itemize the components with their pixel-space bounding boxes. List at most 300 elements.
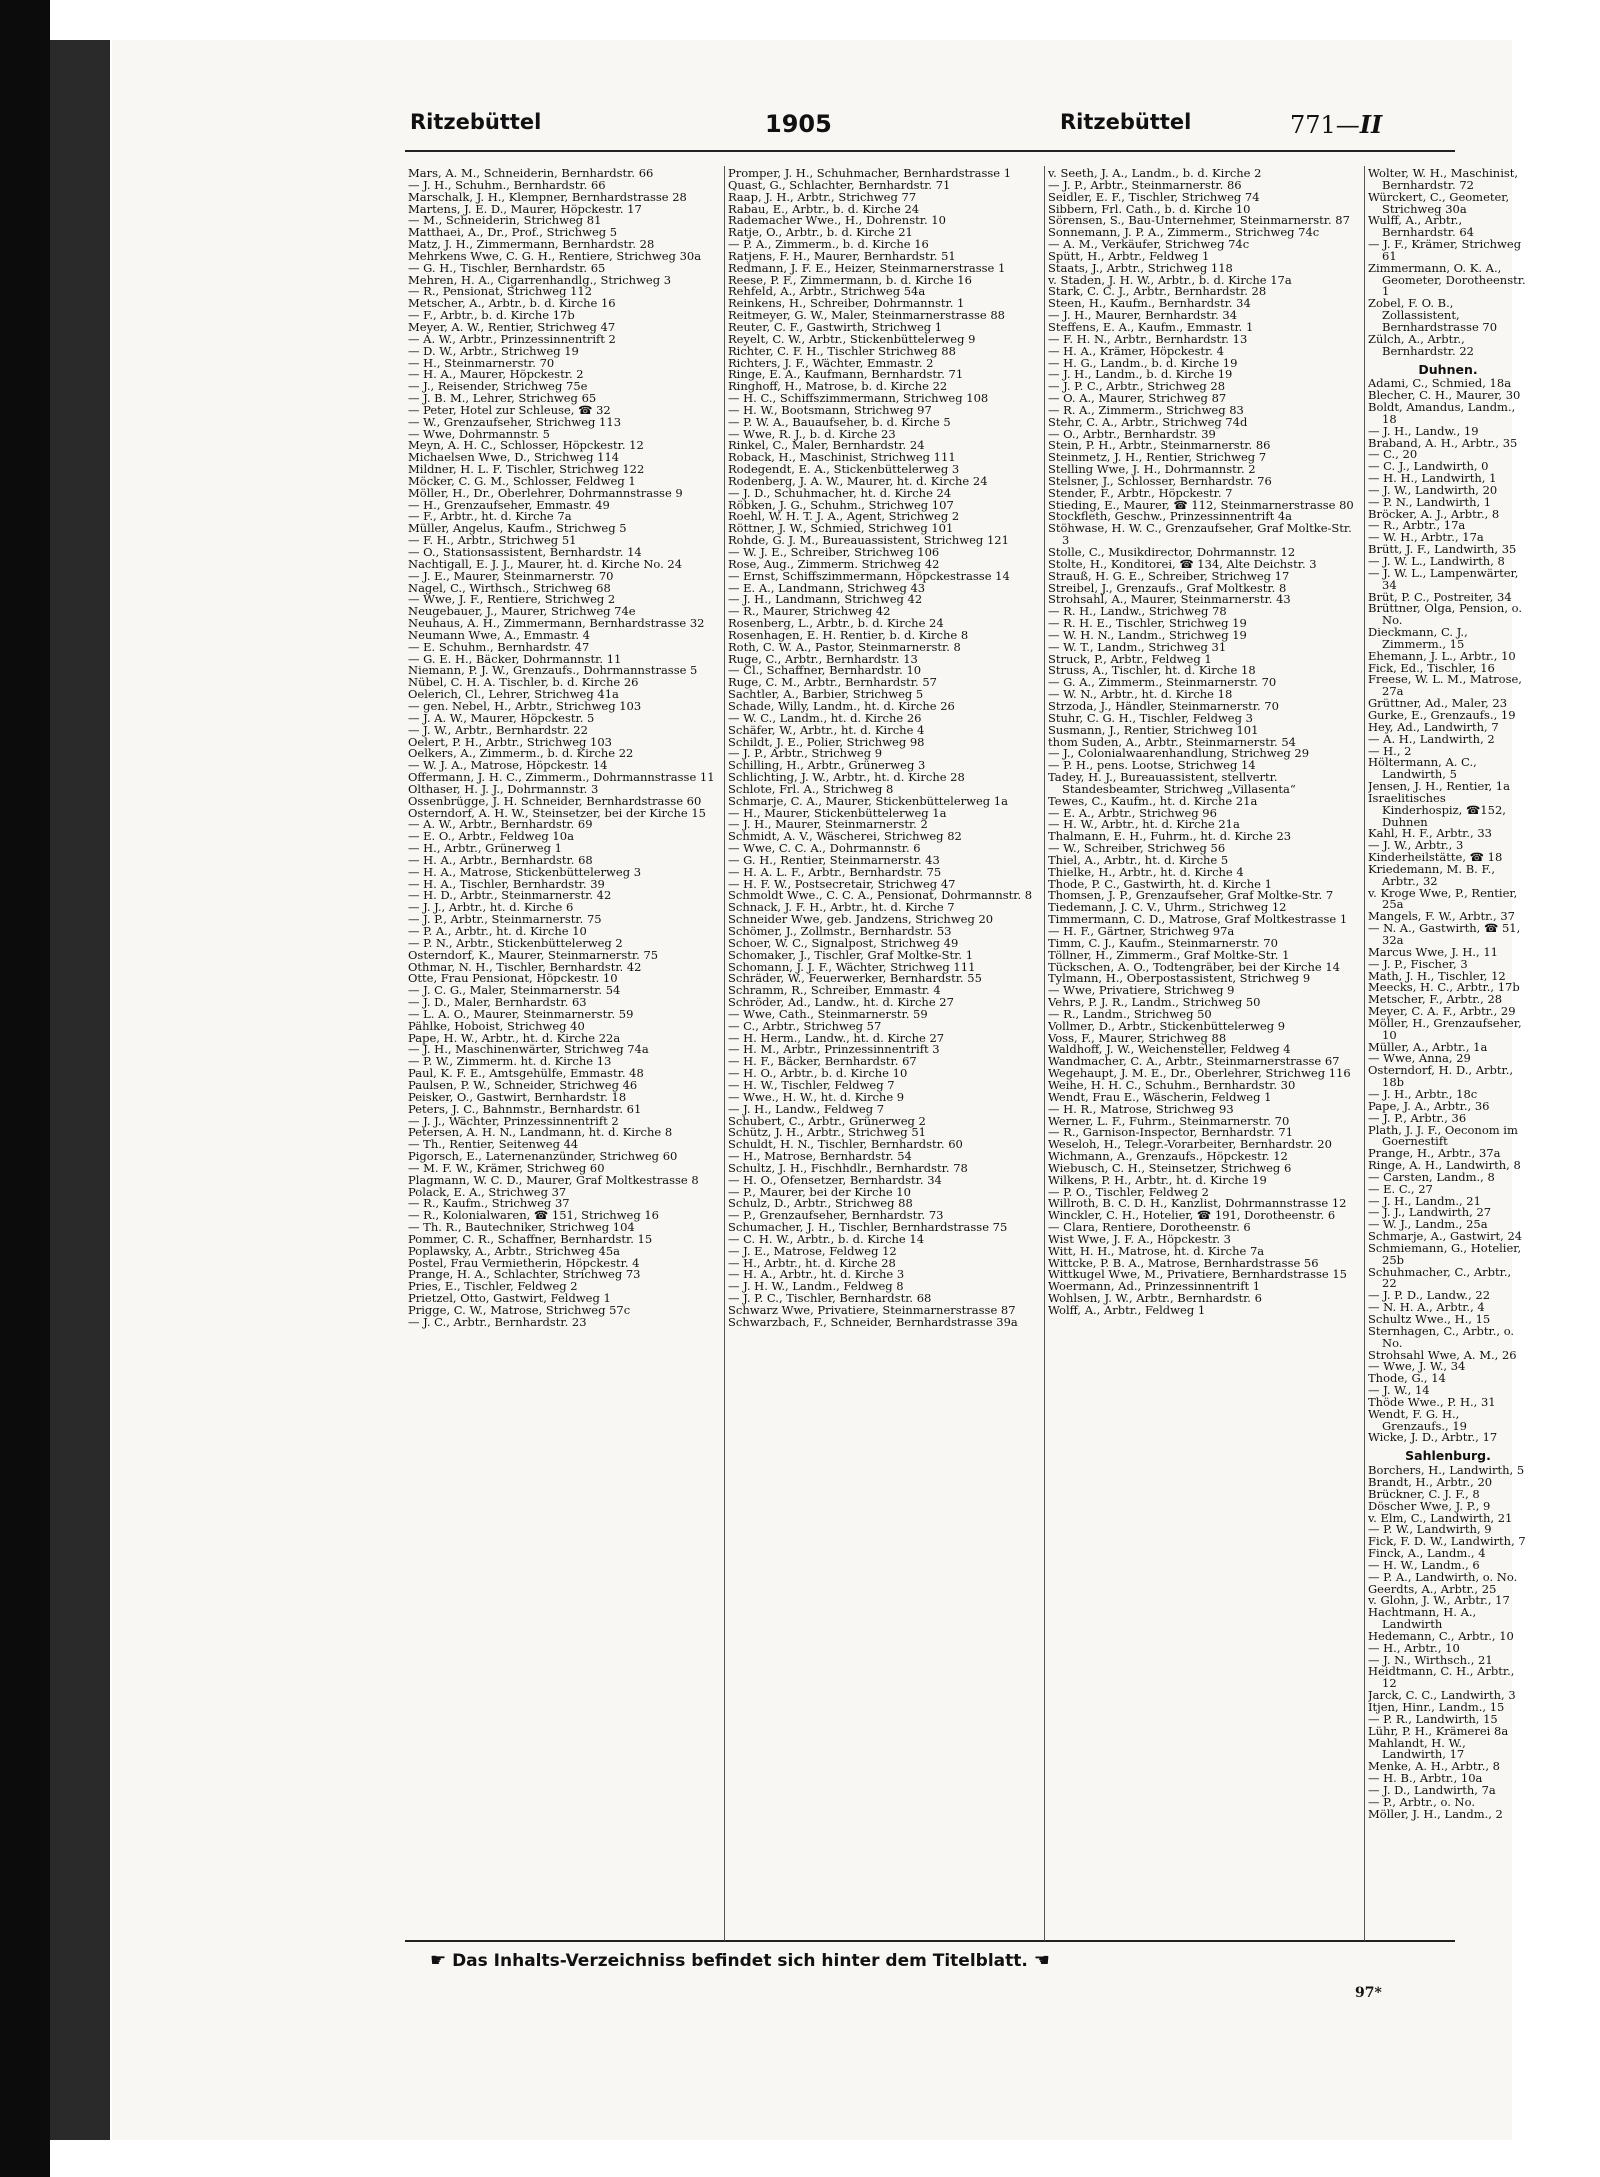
directory-entry: Peters, J. C., Bahnmstr., Bernhardstr. 61 (408, 1101, 642, 1116)
directory-entry: Seidler, E. F., Tischler, Strichweg 74 (1048, 189, 1260, 204)
directory-entry: Marcus Wwe, J. H., 11 (1368, 944, 1498, 959)
directory-entry: — H. A., Tischler, Bernhardstr. 39 (408, 876, 605, 891)
directory-entry: Braband, A. H., Arbtr., 35 (1368, 435, 1518, 450)
directory-entry: — G. E. H., Bäcker, Dohrmannstr. 11 (408, 651, 622, 666)
directory-entry: Strzoda, J., Händler, Steinmarnerstr. 70 (1048, 698, 1279, 713)
directory-entry: — P., Arbtr., o. No. (1368, 1794, 1475, 1809)
directory-entry: Brüttner, Olga, Pension, o. No. (1368, 601, 1523, 628)
directory-entry: — P. W. A., Bauaufseher, b. d. Kirche 5 (728, 414, 951, 429)
directory-entry: Oelert, P. H., Arbtr., Strichweg 103 (408, 734, 612, 749)
directory-entry: — E. A., Landmann, Strichweg 43 (728, 580, 926, 595)
directory-entry: — A. M., Verkäufer, Strichweg 74c (1048, 237, 1250, 252)
directory-entry: — D. W., Arbtr., Strichweg 19 (408, 343, 579, 358)
directory-entry: — J. W. L., Landwirth, 8 (1368, 554, 1505, 568)
directory-entry: Schuldt, H. N., Tischler, Bernhardstr. 60 (728, 1137, 963, 1152)
directory-entry: — J. J., Arbtr., ht. d. Kirche 6 (408, 900, 574, 915)
directory-entry: — J. H., Landw., 19 (1368, 423, 1479, 438)
directory-entry: Promper, J. H., Schuhmacher, Bernhardstrasse 1 (728, 168, 1012, 180)
directory-entry: Woermann, Ad., Prinzessinnentrift 1 (1048, 1279, 1261, 1294)
directory-entry: Rosenberg, L., Arbtr., b. d. Kirche 24 (728, 616, 944, 631)
directory-entry: — J. H., Landm., b. d. Kirche 19 (1048, 367, 1233, 382)
directory-entry: Meyer, C. A. F., Arbtr., 29 (1368, 1004, 1516, 1019)
directory-entry: Mehren, H. A., Cigarrenhandlg., Strichweg 3 (408, 272, 672, 287)
directory-entry: Werner, L. F., Fuhrm., Steinmarnerstr. 70 (1048, 1113, 1290, 1128)
directory-entry: Adami, C., Schmied, 18a (1368, 376, 1512, 391)
directory-entry: — J. H., Landw., Feldweg 7 (728, 1101, 885, 1116)
directory-entry: Michaelsen Wwe, D., Strichweg 114 (408, 450, 620, 465)
directory-entry: — N. A., Gastwirth, ☎ 51, 32a (1368, 921, 1521, 947)
directory-entry: — C., Arbtr., Strichweg 57 (728, 1018, 882, 1033)
directory-entry: — H. F., Bäcker, Bernhardstr. 67 (728, 1054, 917, 1069)
directory-entry: — Wwe, C. C. A., Dohrmannstr. 6 (728, 841, 921, 856)
directory-entry: Schramm, R., Schreiber, Emmastr. 4 (728, 983, 941, 998)
directory-entry: — W. T., Landm., Strichweg 31 (1048, 639, 1227, 654)
directory-entry: Schilling, H., Arbtr., Grünerweg 3 (728, 758, 926, 773)
directory-entry: Schäfer, W., Arbtr., ht. d. Kirche 4 (728, 722, 925, 737)
directory-entry: Wegehaupt, J. M. E., Dr., Oberlehrer, Strichweg 116 (1048, 1066, 1351, 1081)
directory-entry: — P. H., pens. Lootse, Strichweg 14 (1048, 758, 1256, 773)
directory-entry: — P. W., Zimmerm. ht. d. Kirche 13 (408, 1054, 612, 1069)
directory-entry: Döscher Wwe, J. P., 9 (1368, 1498, 1491, 1513)
directory-entry: — J. H., Arbtr., 18c (1368, 1086, 1478, 1101)
directory-entry: Schmarje, C. A., Maurer, Stickenbüttelerweg 1a (728, 793, 1008, 808)
page-number-suffix: II (1359, 110, 1383, 139)
scan-edge-dark (0, 0, 50, 2177)
directory-entry: — C., 20 (1368, 447, 1418, 462)
directory-entry: — J. B. M., Lehrer, Strichweg 65 (408, 391, 597, 406)
directory-entry: — J. E., Matrose, Feldweg 12 (728, 1243, 897, 1258)
directory-entry: Neumann Wwe, A., Emmastr. 4 (408, 627, 591, 642)
directory-entry: Blecher, C. H., Maurer, 30 (1368, 388, 1521, 403)
directory-entry: Stehr, C. A., Arbtr., Strichweg 74d (1048, 414, 1248, 429)
directory-entry: Stieding, E., Maurer, ☎ 112, Steinmarnerstrasse 80 (1048, 497, 1354, 512)
directory-entry: Schubert, C., Arbtr., Grünerweg 2 (728, 1113, 926, 1128)
directory-entry: Tiedemann, J. C. V., Uhrm., Strichweg 12 (1048, 900, 1287, 915)
directory-entry: — J. H., Maschinenwärter, Strichweg 74a (408, 1042, 649, 1057)
directory-entry: Meecks, H. C., Arbtr., 17b (1368, 980, 1520, 995)
directory-entry: — O. A., Maurer, Strichweg 87 (1048, 391, 1227, 406)
directory-entry: Prange, H. A., Schlachter, Strichweg 73 (408, 1267, 641, 1282)
directory-entry: Thalmann, E. H., Fuhrm., ht. d. Kirche 23 (1048, 829, 1292, 844)
directory-entry: — H. W., Tischler, Feldweg 7 (728, 1077, 895, 1092)
directory-entry: Stuhr, C. G. H., Tischler, Feldweg 3 (1048, 710, 1253, 725)
directory-entry: v. Staden, J. H. W., Arbtr., b. d. Kirche 17a (1048, 272, 1292, 287)
directory-entry: Struss, A., Tischler, ht. d. Kirche 18 (1048, 663, 1256, 678)
directory-entry: — H. A., Arbtr., ht. d. Kirche 3 (728, 1267, 905, 1282)
directory-entry: Reese, P. F., Zimmermann, b. d. Kirche 16 (728, 272, 972, 287)
directory-entry: Steffens, E. A., Kaufm., Emmastr. 1 (1048, 319, 1254, 334)
directory-entry: Wolff, A., Arbtr., Feldweg 1 (1048, 1303, 1206, 1317)
directory-entry: Röbken, J. G., Schuhm., Strichweg 107 (728, 497, 954, 512)
directory-entry: Mangels, F. W., Arbtr., 37 (1368, 909, 1515, 924)
directory-entry: Schulz, D., Arbtr., Strichweg 88 (728, 1196, 913, 1211)
directory-entry: Stolte, H., Konditorei, ☎ 134, Alte Deichstr. 3 (1048, 556, 1317, 571)
directory-entry: Metscher, A., Arbtr., b. d. Kirche 16 (408, 296, 616, 311)
directory-entry: Martens, J. E. D., Maurer, Höpckestr. 17 (408, 201, 642, 216)
directory-entry: Raap, J. H., Arbtr., Strichweg 77 (728, 189, 917, 204)
directory-entry: Matz, J. H., Zimmermann, Bernhardstr. 28 (408, 237, 655, 252)
directory-entry: Neuhaus, A. H., Zimmermann, Bernhardstrasse 32 (408, 616, 705, 631)
directory-entry: Röttner, J. W., Schmied, Strichweg 101 (728, 521, 954, 536)
directory-entry: Stark, C. C. J., Arbtr., Bernhardstr. 28 (1048, 284, 1267, 299)
directory-entry: Wittcke, P. B. A., Matrose, Bernhardstrasse 56 (1048, 1255, 1319, 1270)
directory-entry: Schütz, J. H., Arbtr., Strichweg 51 (728, 1125, 926, 1140)
directory-entry: — Wwe, R. J., b. d. Kirche 23 (728, 426, 896, 441)
directory-entry: — J. P., Arbtr., Steinmarnerstr. 86 (1048, 177, 1242, 192)
directory-entry: Tadey, H. J., Bureauassistent, stellvertr. Standesbeamter, Strichweg „Villasenta“ (1048, 770, 1296, 796)
directory-entry: — J. P. C., Arbtr., Strichweg 28 (1048, 379, 1226, 394)
directory-entry: — J. J., Wächter, Prinzessinnentrift 2 (408, 1113, 619, 1128)
directory-entry: — G. A., Zimmerm., Steinmarnerstr. 70 (1048, 675, 1277, 690)
directory-entry: — J. H. W., Landm., Feldweg 8 (728, 1279, 904, 1294)
directory-entry: — R., Garnison-Inspector, Bernhardstr. 71 (1048, 1125, 1294, 1140)
directory-entry: Sörensen, S., Bau-Unternehmer, Steinmarnerstr. 87 (1048, 213, 1350, 228)
directory-entry: — P. O., Tischler, Feldweg 2 (1048, 1184, 1209, 1199)
directory-entry: Sachtler, A., Barbier, Strichweg 5 (728, 687, 924, 702)
directory-entry: Reinkens, H., Schreiber, Dohrmannstr. 1 (728, 296, 965, 311)
directory-entry: Rodenberg, J. A. W., Maurer, ht. d. Kirche 24 (728, 473, 988, 488)
directory-entry: — A. H., Landwirth, 2 (1368, 731, 1495, 746)
directory-entry: Rinkel, C., Maler, Bernhardstr. 24 (728, 438, 925, 453)
directory-entry: — H. O., Ofensetzer, Bernhardstr. 34 (728, 1172, 942, 1187)
directory-column-1 (408, 168, 720, 1938)
directory-entry: Müller, A., Arbtr., 1a (1368, 1039, 1488, 1054)
header-rule (405, 150, 1455, 152)
directory-entry: Schröder, Ad., Landw., ht. d. Kirche 27 (728, 995, 954, 1010)
directory-entry: Zobel, F. O. B., Zollassistent, Bernhardstrasse 70 (1368, 296, 1498, 334)
directory-entry: — G. H., Rentier, Steinmarnerstr. 43 (728, 852, 940, 867)
directory-entry: — P., Maurer, bei der Kirche 10 (728, 1184, 911, 1199)
directory-entry: Spütt, H., Arbtr., Feldweg 1 (1048, 248, 1210, 263)
directory-entry: Schade, Willy, Landm., ht. d. Kirche 26 (728, 698, 955, 713)
directory-entry: — J. P., Fischer, 3 (1368, 956, 1468, 971)
directory-entry: — H. A., Krämer, Höpckestr. 4 (1048, 343, 1224, 358)
directory-entry: — W. H., Arbtr., 17a (1368, 530, 1484, 545)
directory-entry: Pählke, Hoboist, Strichweg 40 (408, 1018, 585, 1033)
directory-entry: — Wwe., H. W., ht. d. Kirche 9 (728, 1089, 905, 1104)
directory-entry: Timm, C. J., Kaufm., Steinmarnerstr. 70 (1048, 935, 1278, 950)
directory-entry: — H. D., Arbtr., Steinmarnerstr. 42 (408, 888, 612, 903)
directory-entry: Brüt, P. C., Postreiter, 34 (1368, 589, 1512, 604)
directory-entry: — H., Matrose, Bernhardstr. 54 (728, 1149, 912, 1164)
directory-entry: Wicke, J. D., Arbtr., 17 (1368, 1430, 1498, 1445)
directory-entry: Möller, H., Grenzaufseher, 10 (1368, 1015, 1522, 1042)
directory-entry: — H. F., Gärtner, Strichweg 97a (1048, 924, 1235, 938)
directory-entry: Oelkers, A., Zimmerm., b. d. Kirche 22 (408, 746, 634, 761)
directory-entry: — E. O., Arbtr., Feldweg 10a (408, 829, 574, 844)
header-year: 1905 (765, 110, 832, 138)
directory-entry: Pape, J. A., Arbtr., 36 (1368, 1098, 1490, 1113)
directory-entry: Rehfeld, A., Arbtr., Strichweg 54a (728, 284, 926, 299)
directory-entry: Hey, Ad., Landwirth, 7 (1368, 719, 1499, 734)
directory-entry: — R., Landm., Strichweg 50 (1048, 1006, 1212, 1021)
directory-entry: Wandmacher, C. A., Arbtr., Steinmarnerstrasse 67 (1048, 1054, 1340, 1069)
directory-entry: — J. D., Landwirth, 7a (1368, 1782, 1496, 1797)
directory-entry: Weihe, H. H. C., Schuhm., Bernhardstr. 30 (1048, 1077, 1296, 1092)
directory-entry: Kahl, H. F., Arbtr., 33 (1368, 826, 1492, 841)
directory-entry: Polack, E. A., Strichweg 37 (408, 1184, 567, 1199)
directory-entry: Osterndorf, H. D., Arbtr., 18b (1368, 1063, 1514, 1090)
directory-entry: — J. W., Arbtr., Bernhardstr. 22 (408, 722, 588, 737)
directory-entry: Stender, F., Arbtr., Höpckestr. 7 (1048, 485, 1233, 500)
directory-entry: — A. W., Arbtr., Prinzessinnentrift 2 (408, 331, 616, 346)
directory-entry: — P. N., Landwirth, 1 (1368, 494, 1492, 509)
directory-entry: — J. H., Landmann, Strichweg 42 (728, 592, 923, 607)
directory-entry: Plagmann, W. C. D., Maurer, Graf Moltkestrasse 8 (408, 1172, 699, 1187)
directory-entry: Marschalk, J. H., Klempner, Bernhardstrasse 28 (408, 189, 687, 204)
directory-entry: Olthaser, H. J. J., Dohrmannstr. 3 (408, 781, 599, 796)
directory-entry: Osterndorf, A. H. W., Steinsetzer, bei der Kirche 15 (408, 805, 706, 820)
directory-entry: — J. D., Schuhmacher, ht. d. Kirche 24 (728, 485, 952, 500)
directory-entry: Steen, H., Kaufm., Bernhardstr. 34 (1048, 296, 1251, 311)
directory-entry: Richter, C. F. H., Tischler Strichweg 88 (728, 343, 956, 358)
directory-entry: — J., Colonialwaarenhandlung, Strichweg 29 (1048, 746, 1310, 761)
directory-entry: Sternhagen, C., Arbtr., o. No. (1368, 1323, 1515, 1350)
directory-entry: — P. A., Landwirth, o. No. (1368, 1569, 1518, 1584)
directory-entry: Metscher, F., Arbtr., 28 (1368, 992, 1503, 1007)
directory-entry: — H., Arbtr., ht. d. Kirche 28 (728, 1255, 896, 1270)
directory-entry: — P. R., Landwirth, 15 (1368, 1711, 1498, 1726)
directory-entry: — J. W., Landwirth, 20 (1368, 482, 1498, 497)
directory-entry: Nagel, C., Wirthsch., Strichweg 68 (408, 580, 611, 595)
directory-entry: — H. Herm., Landw., ht. d. Kirche 27 (728, 1030, 945, 1045)
directory-entry: — J. P., Arbtr., Strichweg 9 (728, 746, 883, 761)
directory-entry: — H. C., Schiffszimmermann, Strichweg 108 (728, 391, 989, 406)
directory-entry: — J. P., Arbtr., 36 (1368, 1110, 1467, 1125)
directory-entry: — R. H. E., Tischler, Strichweg 19 (1048, 616, 1247, 631)
directory-entry: — J. C. G., Maler, Steinmarnerstr. 54 (408, 983, 621, 998)
directory-entry: Roth, C. W. A., Pastor, Steinmarnerstr. 8 (728, 639, 961, 654)
directory-entry: — J. J., Landwirth, 27 (1368, 1205, 1492, 1220)
directory-entry: — J. E., Maurer, Steinmarnerstr. 70 (408, 568, 614, 583)
directory-entry: Steinmetz, J. H., Rentier, Strichweg 7 (1048, 450, 1267, 465)
directory-entry: Schräder, W., Feuerwerker, Bernhardstr. 55 (728, 971, 982, 986)
directory-entry: Wist Wwe, J. F. A., Höpckestr. 3 (1048, 1231, 1231, 1246)
directory-entry: Thöde Wwe., P. H., 31 (1368, 1394, 1496, 1409)
directory-entry: Sonnemann, J. P. A., Zimmerm., Strichweg 74c (1048, 225, 1320, 240)
directory-entry: Schömer, J., Zollmstr., Bernhardstr. 53 (728, 924, 952, 938)
directory-entry: — C. J., Landwirth, 0 (1368, 459, 1489, 474)
directory-entry: Schuhmacher, C., Arbtr., 22 (1368, 1264, 1512, 1291)
directory-entry: Prange, H., Arbtr., 37a (1368, 1146, 1501, 1161)
directory-entry: — J., Reisender, Strichweg 75e (408, 379, 588, 394)
directory-entry: — N. H. A., Arbtr., 4 (1368, 1300, 1485, 1315)
directory-entry: v. Seeth, J. A., Landm., b. d. Kirche 2 (1048, 168, 1262, 180)
directory-entry: Möcker, C. G. M., Schlosser, Feldweg 1 (408, 473, 636, 488)
footer-text: Das Inhalts-Verzeichniss befindet sich hinter dem Titelblatt. (452, 1951, 1028, 1971)
directory-entry: — L. A. O., Maurer, Steinmarnerstr. 59 (408, 1006, 634, 1021)
directory-entry: — H. A., Maurer, Höpckestr. 2 (408, 367, 584, 382)
directory-entry: — P. A., Arbtr., ht. d. Kirche 10 (408, 924, 587, 938)
directory-entry: — R. A., Zimmerm., Strichweg 83 (1048, 402, 1244, 417)
directory-entry: Geerdts, A., Arbtr., 25 (1368, 1581, 1497, 1596)
directory-entry: Petersen, A. H. N., Landmann, ht. d. Kirche 8 (408, 1125, 673, 1140)
directory-entry: Schmoldt Wwe., C. C. A., Pensionat, Dohrmannstr. 8 (728, 888, 1033, 903)
directory-entry: — J. C., Arbtr., Bernhardstr. 23 (408, 1314, 587, 1329)
directory-entry: Schlichting, J. W., Arbtr., ht. d. Kirche 28 (728, 770, 965, 785)
directory-entry: Ratje, O., Arbtr., b. d. Kirche 21 (728, 225, 913, 240)
directory-entry: Brütt, J. F., Landwirth, 35 (1368, 542, 1517, 557)
directory-entry: Schmidt, A. V., Wäscherei, Strichweg 82 (728, 829, 962, 844)
directory-entry: Borchers, H., Landwirth, 5 (1368, 1463, 1525, 1478)
directory-entry: — H. G., Landm., b. d. Kirche 19 (1048, 355, 1238, 370)
directory-entry: — W. H. N., Landm., Strichweg 19 (1048, 627, 1247, 642)
header-page-number (1290, 110, 1382, 150)
directory-entry: Schwarz Wwe, Privatiere, Steinmarnerstrasse 87 (728, 1303, 1016, 1317)
directory-entry: Sibbern, Frl. Cath., b. d. Kirche 10 (1048, 201, 1251, 216)
directory-entry: Jensen, J. H., Rentier, 1a (1368, 779, 1510, 794)
directory-entry: — J. P. D., Landw., 22 (1368, 1288, 1491, 1303)
directory-entry: — J. W., 14 (1368, 1383, 1430, 1398)
directory-entry: Redmann, J. F. E., Heizer, Steinmarnerstrasse 1 (728, 260, 1006, 275)
signature-mark: 97* (1355, 1985, 1382, 2001)
column-divider (1364, 166, 1365, 1941)
directory-entry: Rodegendt, E. A., Stickenbüttelerweg 3 (728, 462, 960, 477)
directory-entry: — H., Arbtr., 10 (1368, 1640, 1460, 1655)
directory-entry: Heidtmann, C. H., Arbtr., 12 (1368, 1664, 1515, 1691)
directory-entry: Tückschen, A. O., Todtengräber, bei der Kirche 14 (1048, 959, 1340, 974)
directory-entry: Schoer, W. C., Signalpost, Strichweg 49 (728, 935, 959, 950)
directory-column-2 (728, 168, 1040, 1938)
directory-entry: — P. W., Landwirth, 9 (1368, 1522, 1492, 1537)
section-heading: Sahlenburg. (1405, 1448, 1491, 1464)
directory-entry: v. Kroge Wwe, P., Rentier, 25a (1368, 885, 1518, 912)
directory-entry: Wolter, W. H., Maschinist, Bernhardstr. 72 (1368, 168, 1519, 192)
directory-entry: Mildner, H. L. F. Tischler, Strichweg 122 (408, 462, 645, 477)
directory-entry: Nachtigall, E. J. J., Maurer, ht. d. Kirche No. 24 (408, 556, 683, 571)
directory-entry: Vehrs, P. J. R., Landm., Strichweg 50 (1048, 995, 1261, 1010)
directory-entry: — J. H., Maurer, Steinmarnerstr. 2 (728, 817, 928, 832)
directory-entry: Schultz, J. H., Fischhdlr., Bernhardstr. 78 (728, 1160, 968, 1175)
directory-entry: Willroth, B. C. D. H., Kanzlist, Dohrmannstrasse 12 (1048, 1196, 1347, 1211)
directory-entry: — Ernst, Schiffszimmermann, Höpckestrasse 14 (728, 568, 1010, 583)
directory-entry: Ruge, C. M., Arbtr., Bernhardstr. 57 (728, 675, 937, 690)
directory-entry: Stolle, C., Musikdirector, Dohrmannstr. 12 (1048, 545, 1296, 559)
directory-entry: — Cl., Schaffner, Bernhardstr. 10 (728, 663, 922, 678)
directory-entry: — M., Schneiderin, Strichweg 81 (408, 213, 602, 228)
directory-entry: Israelitisches Kinderhospiz, ☎152, Duhnen (1368, 790, 1506, 829)
directory-entry: v. Elm, C., Landwirth, 21 (1368, 1510, 1513, 1525)
directory-entry: — W. J. E., Schreiber, Strichweg 106 (728, 545, 940, 559)
directory-entry: Quast, G., Schlachter, Bernhardstr. 71 (728, 177, 951, 192)
directory-entry: Boldt, Amandus, Landm., 18 (1368, 400, 1516, 426)
directory-entry: Meyer, A. W., Rentier, Strichweg 47 (408, 319, 616, 334)
hand-pointer-right-icon: ☛ (430, 1950, 447, 1971)
directory-entry: — H., Maurer, Stickenbüttelerweg 1a (728, 805, 947, 820)
directory-entry: Roehl, W. H. T. J. A., Agent, Strichweg 2 (728, 509, 960, 524)
directory-entry: — H. W., Arbtr., ht. d. Kirche 21a (1048, 817, 1240, 832)
directory-entry: Reitmeyer, G. W., Maler, Steinmarnerstrasse 88 (728, 308, 1005, 323)
directory-entry: — J. H., Landm., 21 (1368, 1193, 1481, 1208)
directory-entry: — R., Kolonialwaren, ☎ 151, Strichweg 16 (408, 1208, 659, 1223)
directory-entry: — Wwe, Cath., Steinmarnerstr. 59 (728, 1006, 928, 1021)
directory-entry: — F., Arbtr., ht. d. Kirche 7a (408, 509, 572, 524)
directory-entry: Schmarje, A., Gastwirt, 24 (1368, 1229, 1523, 1244)
directory-entry: — W. N., Arbtr., ht. d. Kirche 18 (1048, 687, 1233, 702)
directory-entry: Zülch, A., Arbtr., Bernhardstr. 22 (1368, 331, 1474, 358)
directory-entry: — H. A., Arbtr., Bernhardstr. 68 (408, 852, 593, 867)
directory-entry: — H. A. L. F., Arbtr., Bernhardstr. 75 (728, 864, 942, 879)
directory-entry: — E. A., Arbtr., Strichweg 96 (1048, 805, 1217, 820)
directory-entry: Strohsahl Wwe, A. M., 26 (1368, 1347, 1517, 1362)
directory-entry: — E. C., 27 (1368, 1181, 1433, 1196)
directory-entry: Hedemann, C., Arbtr., 10 (1368, 1628, 1514, 1643)
directory-entry: Staats, J., Arbtr., Strichweg 118 (1048, 260, 1233, 275)
directory-entry: — Wwe, J. F., Rentiere, Strichweg 2 (408, 592, 616, 607)
directory-entry: Thode, P. C., Gastwirth, ht. d. Kirche 1 (1048, 876, 1272, 891)
directory-entry: Stein, P. H., Arbtr., Steinmarnerstr. 86 (1048, 438, 1271, 453)
directory-entry: — H., 2 (1368, 743, 1412, 758)
directory-entry: — J. H., Schuhm., Bernhardstr. 66 (408, 177, 606, 192)
directory-entry: — P. N., Arbtr., Stickenbüttelerweg 2 (408, 935, 623, 950)
header-left-place: Ritzebüttel (410, 110, 542, 134)
directory-entry: Stelsner, J., Schlosser, Bernhardstr. 76 (1048, 473, 1272, 488)
directory-entry: — G. H., Tischler, Bernhardstr. 65 (408, 260, 606, 275)
directory-entry: — Th. R., Bautechniker, Strichweg 104 (408, 1220, 635, 1235)
directory-entry: Thode, G., 14 (1368, 1371, 1446, 1386)
directory-entry: — H. A., Matrose, Stickenbüttelerweg 3 (408, 864, 642, 879)
directory-entry: Strauß, H. G. E., Schreiber, Strichweg 17 (1048, 568, 1290, 583)
directory-entry: Rosenhagen, E. H. Rentier, b. d. Kirche 8 (728, 627, 969, 642)
directory-entry: — F. H. N., Arbtr., Bernhardstr. 13 (1048, 331, 1248, 346)
directory-entry: — W. C., Landm., ht. d. Kirche 26 (728, 710, 922, 725)
directory-entry: Ratjens, F. H., Maurer, Bernhardstr. 51 (728, 248, 956, 263)
directory-entry: Schomaker, J., Tischler, Graf Moltke-Str. 1 (728, 947, 974, 962)
directory-entry: — W., Schreiber, Strichweg 56 (1048, 841, 1226, 856)
page-number-main: 771— (1290, 111, 1360, 139)
directory-entry: — R. H., Landw., Strichweg 78 (1048, 604, 1227, 619)
directory-entry: Ringe, E. A., Kaufmann, Bernhardstr. 71 (728, 367, 964, 382)
directory-entry: Schultz Wwe., H., 15 (1368, 1312, 1491, 1326)
directory-entry: Brückner, C. J. F., 8 (1368, 1486, 1480, 1501)
directory-entry: — F. H., Arbtr., Strichweg 51 (408, 533, 577, 548)
directory-entry: — E. Schuhm., Bernhardstr. 47 (408, 639, 590, 654)
directory-entry: Itjen, Hinr., Landm., 15 (1368, 1700, 1505, 1714)
directory-entry: Susmann, J., Rentier, Strichweg 101 (1048, 722, 1259, 737)
directory-entry: — R., Pensionat, Strichweg 112 (408, 284, 593, 299)
directory-entry: Thielke, H., Arbtr., ht. d. Kirche 4 (1048, 864, 1244, 879)
directory-entry: Müller, Angelus, Kaufm., Strichweg 5 (408, 521, 627, 536)
directory-entry: Voss, F., Maurer, Strichweg 88 (1048, 1030, 1227, 1045)
directory-entry: Wendt, Frau E., Wäscherin, Feldweg 1 (1048, 1089, 1272, 1104)
directory-entry: Timmermann, C. D., Matrose, Graf Moltkestrasse 1 (1048, 912, 1348, 927)
directory-entry: — H. F. W., Postsecretair, Strichweg 47 (728, 876, 956, 891)
directory-entry: Gurke, E., Grenzaufs., 19 (1368, 707, 1516, 722)
directory-entry: Dieckmann, C. J., Zimmerm., 15 (1368, 625, 1468, 651)
directory-entry: — J. W., Arbtr., 3 (1368, 838, 1464, 853)
directory-entry: Oelerich, Cl., Lehrer, Strichweg 41a (408, 687, 619, 702)
directory-entry: — J. D., Maler, Bernhardstr. 63 (408, 995, 587, 1010)
directory-entry: — Wwe, Dohrmannstr. 5 (408, 426, 550, 441)
directory-entry: — Wwe, J. W., 34 (1368, 1359, 1466, 1374)
directory-entry: Osterndorf, K., Maurer, Steinmarnerstr. 75 (408, 947, 659, 962)
hand-pointer-left-icon: ☚ (1033, 1950, 1050, 1971)
directory-entry: — H. M., Arbtr., Prinzessinnentrift 3 (728, 1042, 940, 1057)
section-heading: Duhnen. (1418, 361, 1478, 377)
directory-entry: Grüttner, Ad., Maler, 23 (1368, 696, 1508, 711)
directory-entry: Möller, H., Dr., Oberlehrer, Dohrmannstrasse 9 (408, 485, 683, 500)
directory-entry: Schumacher, J. H., Tischler, Bernhardstrasse 75 (728, 1220, 1008, 1235)
directory-entry: — H. W., Landm., 6 (1368, 1557, 1480, 1572)
directory-entry: Schildt, J. E., Polier, Strichweg 98 (728, 734, 925, 749)
directory-entry: Wulff, A., Arbtr., Bernhardstr. 64 (1368, 213, 1474, 240)
directory-entry: — Wwe, Privatiere, Strichweg 9 (1048, 983, 1235, 998)
directory-entry: Pommer, C. R., Schaffner, Bernhardstr. 15 (408, 1231, 653, 1246)
directory-entry: — P. A., Zimmerm., b. d. Kirche 16 (728, 237, 929, 252)
directory-entry: Weseloh, H., Telegr.-Vorarbeiter, Bernhardstr. 20 (1048, 1137, 1332, 1152)
directory-column-3 (1048, 168, 1360, 1938)
directory-entry: Reuter, C. F., Gastwirth, Strichweg 1 (728, 319, 943, 334)
